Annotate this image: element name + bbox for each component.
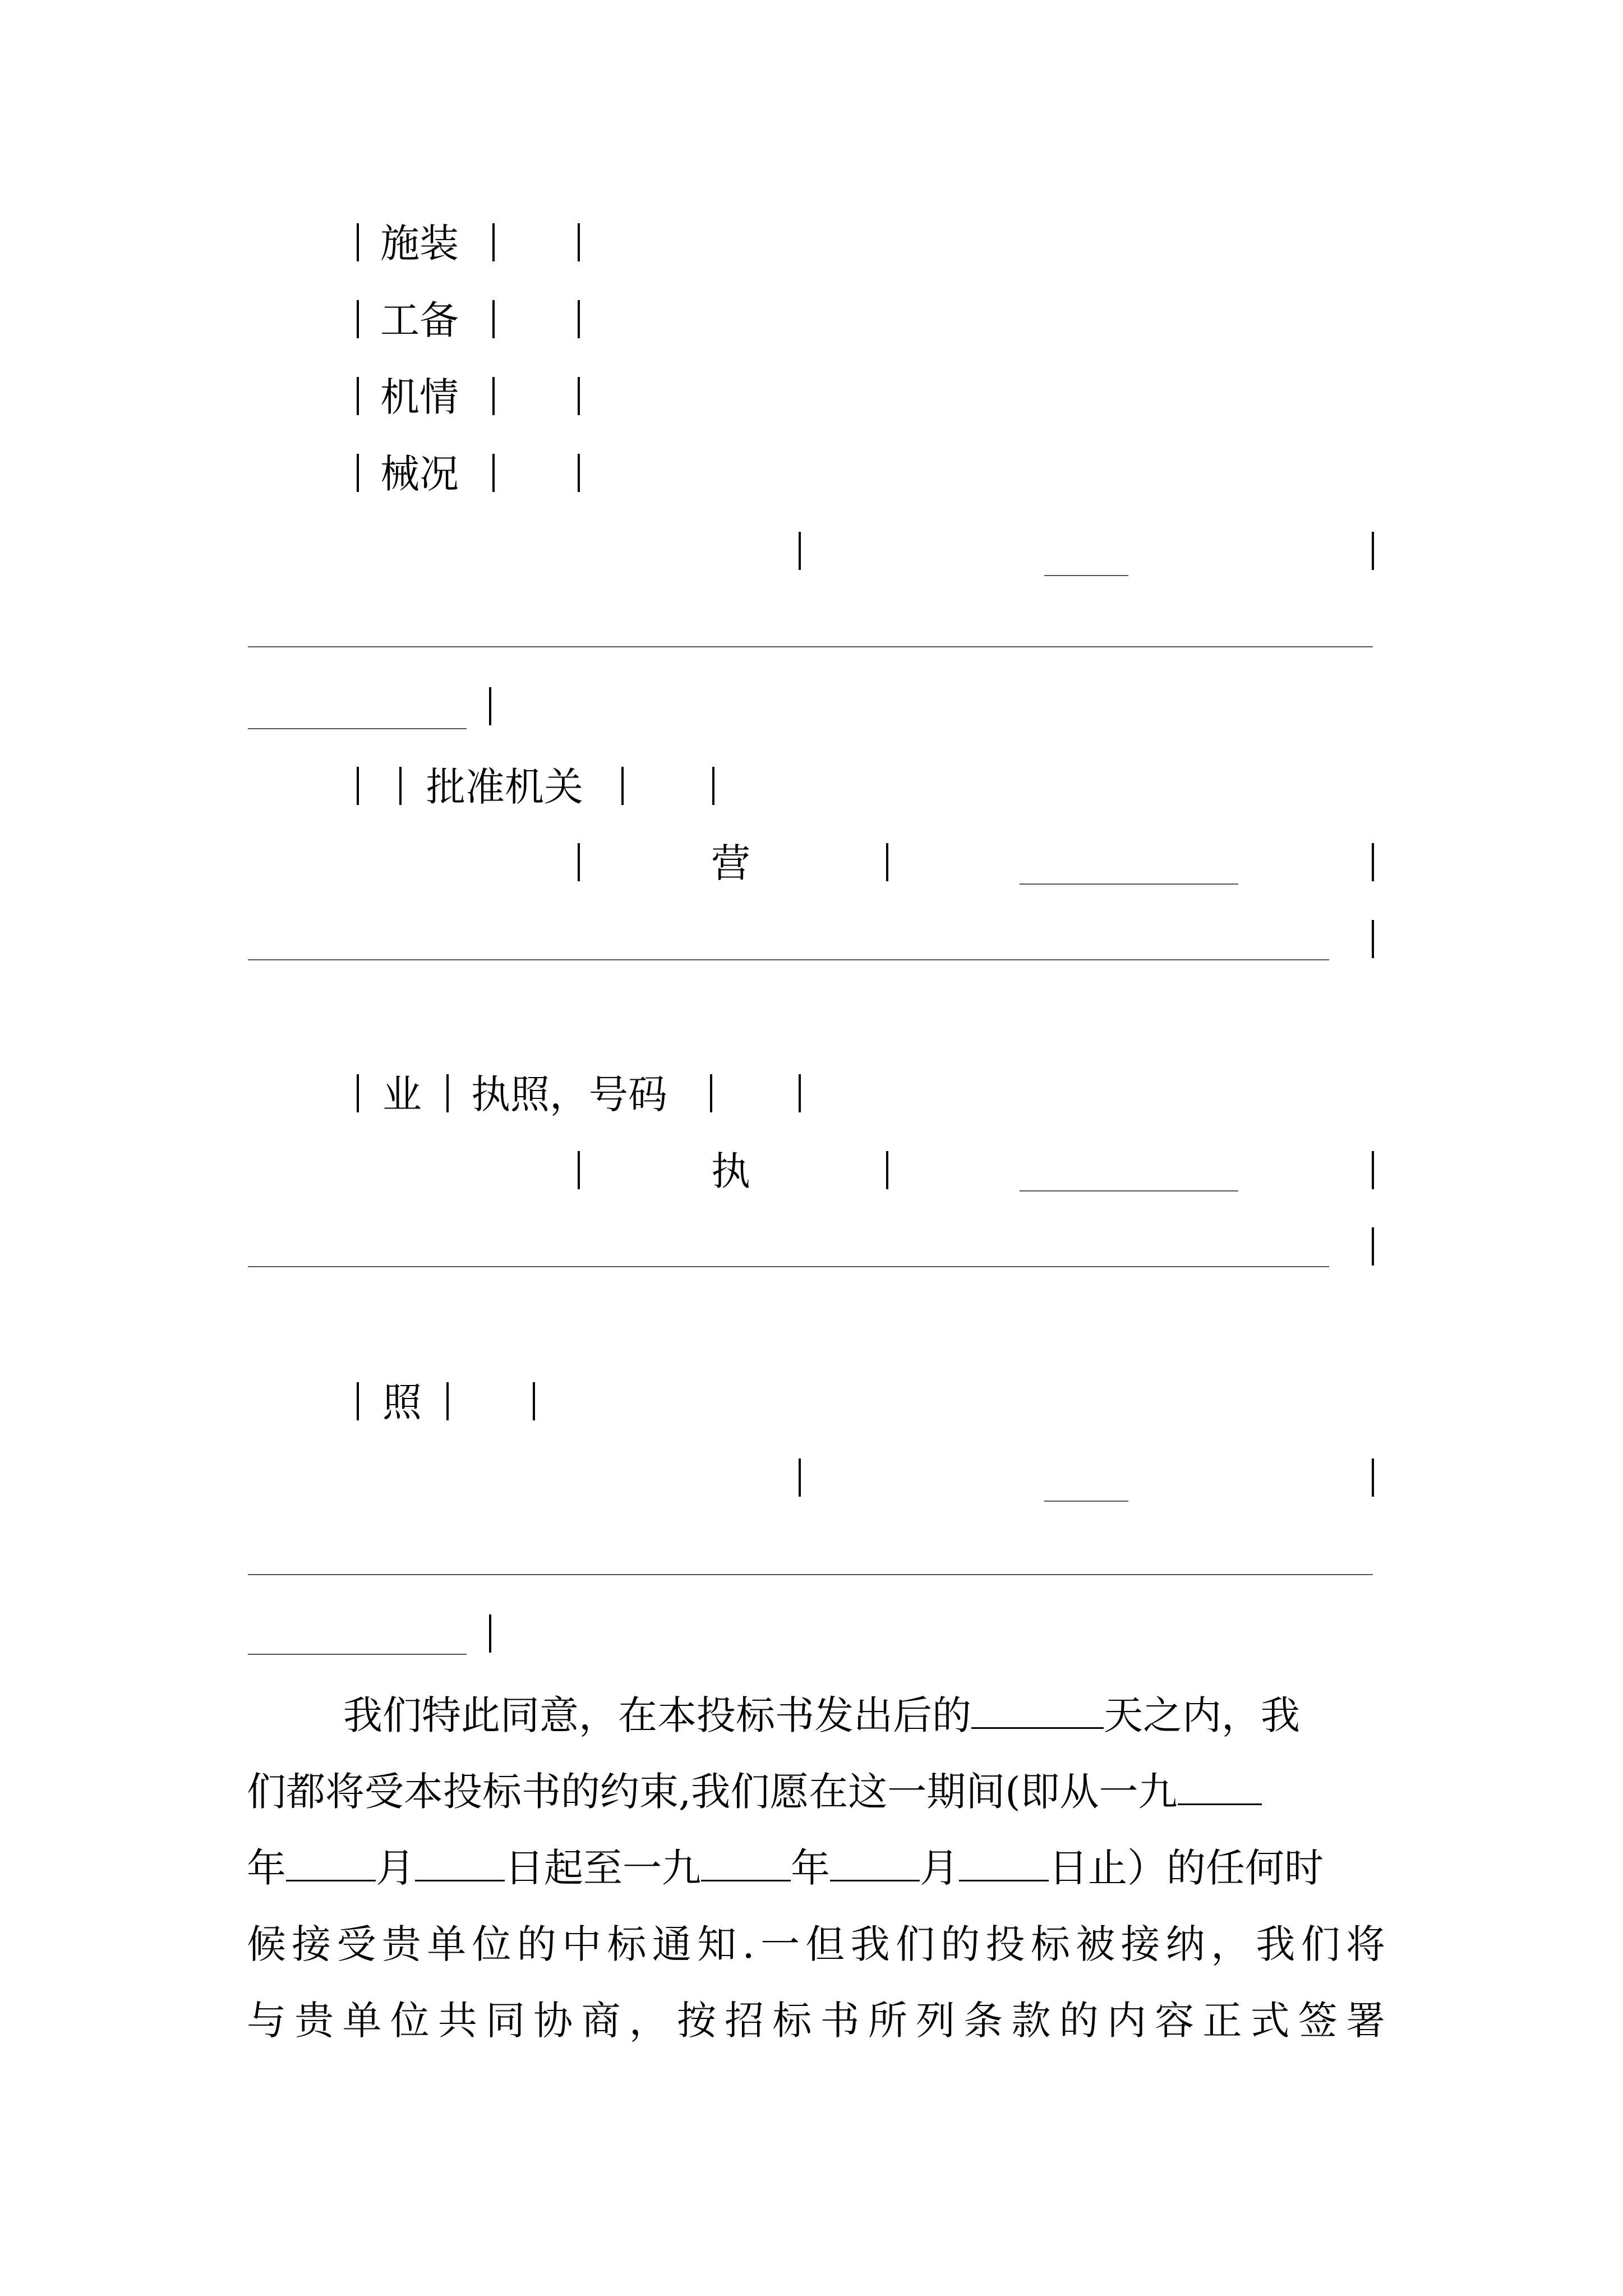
short-rule bbox=[1020, 1190, 1238, 1191]
table-border bbox=[357, 767, 359, 805]
equipment-label-1: 施装 bbox=[380, 220, 459, 266]
table-border bbox=[357, 223, 359, 261]
paragraph-line-4: 候接受贵单位的中标通知.一但我们的投标被接纳，我们将 bbox=[247, 1921, 1385, 1967]
paragraph-line-2 bbox=[247, 1754, 1385, 1830]
table-border bbox=[446, 1382, 449, 1420]
license-number-label: 执照，号码 bbox=[471, 1071, 667, 1117]
paragraph-text: 月 bbox=[376, 1845, 415, 1891]
horizontal-rule bbox=[248, 728, 467, 729]
table-border bbox=[886, 1151, 888, 1189]
horizontal-rule bbox=[248, 1574, 1373, 1575]
table-border bbox=[357, 1382, 359, 1420]
table-border bbox=[578, 223, 580, 261]
end-month-blank[interactable] bbox=[830, 1846, 920, 1881]
table-border bbox=[357, 377, 359, 415]
equipment-label-2: 工备 bbox=[380, 297, 459, 343]
table-border bbox=[710, 1074, 712, 1112]
table-border bbox=[799, 1074, 801, 1112]
horizontal-rule bbox=[248, 959, 1329, 960]
table-border bbox=[357, 300, 359, 338]
table-border bbox=[799, 1458, 801, 1497]
start-month-blank[interactable] bbox=[286, 1846, 376, 1881]
paragraph-text: 日止）的任何时 bbox=[1049, 1845, 1324, 1891]
horizontal-rule bbox=[248, 1266, 1329, 1267]
short-rule bbox=[1044, 575, 1128, 576]
license-char-zhi: 执 bbox=[711, 1148, 750, 1194]
license-char-ying: 营 bbox=[711, 840, 750, 886]
table-border bbox=[1372, 1151, 1374, 1189]
table-border bbox=[357, 1074, 359, 1112]
paragraph-line-3 bbox=[247, 1830, 1385, 1906]
paragraph-text: 年 bbox=[247, 1845, 286, 1891]
equipment-label-4: 械况 bbox=[380, 451, 459, 497]
start-year-blank[interactable] bbox=[1178, 1770, 1262, 1805]
approval-authority-label: 批准机关 bbox=[426, 764, 583, 810]
table-border bbox=[492, 300, 495, 338]
start-day-blank[interactable] bbox=[415, 1846, 505, 1881]
end-day-blank[interactable] bbox=[959, 1846, 1049, 1881]
days-blank[interactable] bbox=[971, 1694, 1104, 1729]
end-year-blank[interactable] bbox=[701, 1846, 791, 1881]
paragraph-text: 年 bbox=[791, 1845, 830, 1891]
paragraph-text: 我们特此同意，在本投标书发出后的 bbox=[343, 1692, 971, 1738]
table-border bbox=[712, 767, 714, 805]
table-border bbox=[446, 1074, 449, 1112]
table-border bbox=[492, 223, 495, 261]
short-rule bbox=[1020, 884, 1238, 885]
table-border bbox=[621, 767, 624, 805]
table-border bbox=[1372, 1458, 1374, 1497]
table-border bbox=[1372, 843, 1374, 881]
table-border bbox=[357, 454, 359, 492]
paragraph-text: 天之内，我 bbox=[1104, 1692, 1300, 1738]
table-border bbox=[489, 687, 491, 725]
table-border bbox=[578, 1151, 580, 1189]
horizontal-rule bbox=[248, 1654, 467, 1655]
paragraph-text: 月 bbox=[920, 1845, 959, 1891]
paragraph-text: 们都将受本投标书的约束,我们愿在这一期间(即从一九 bbox=[247, 1769, 1178, 1815]
paragraph-line-1 bbox=[247, 1677, 1385, 1754]
paragraph-line-5: 与贵单位共同协商，按招标书所列条款的内容正式签署 bbox=[247, 1998, 1385, 2044]
table-border bbox=[533, 1382, 535, 1420]
table-border bbox=[886, 843, 888, 881]
short-rule bbox=[1044, 1501, 1128, 1502]
table-border bbox=[578, 377, 580, 415]
horizontal-rule bbox=[248, 646, 1373, 647]
table-border bbox=[578, 843, 580, 881]
table-border bbox=[1372, 532, 1374, 570]
table-border bbox=[799, 532, 801, 570]
paragraph-text: 日起至一九 bbox=[505, 1845, 701, 1891]
table-border bbox=[578, 454, 580, 492]
agreement-paragraph bbox=[247, 1677, 1385, 2059]
table-border bbox=[399, 767, 402, 805]
table-border bbox=[578, 300, 580, 338]
table-border bbox=[1372, 920, 1374, 958]
table-border bbox=[1372, 1227, 1374, 1266]
table-border bbox=[489, 1614, 491, 1653]
equipment-label-3: 机情 bbox=[380, 374, 459, 420]
license-ye-label: 业 bbox=[382, 1071, 422, 1117]
table-border bbox=[492, 454, 495, 492]
table-border bbox=[492, 377, 495, 415]
license-char-zhao: 照 bbox=[382, 1379, 422, 1425]
